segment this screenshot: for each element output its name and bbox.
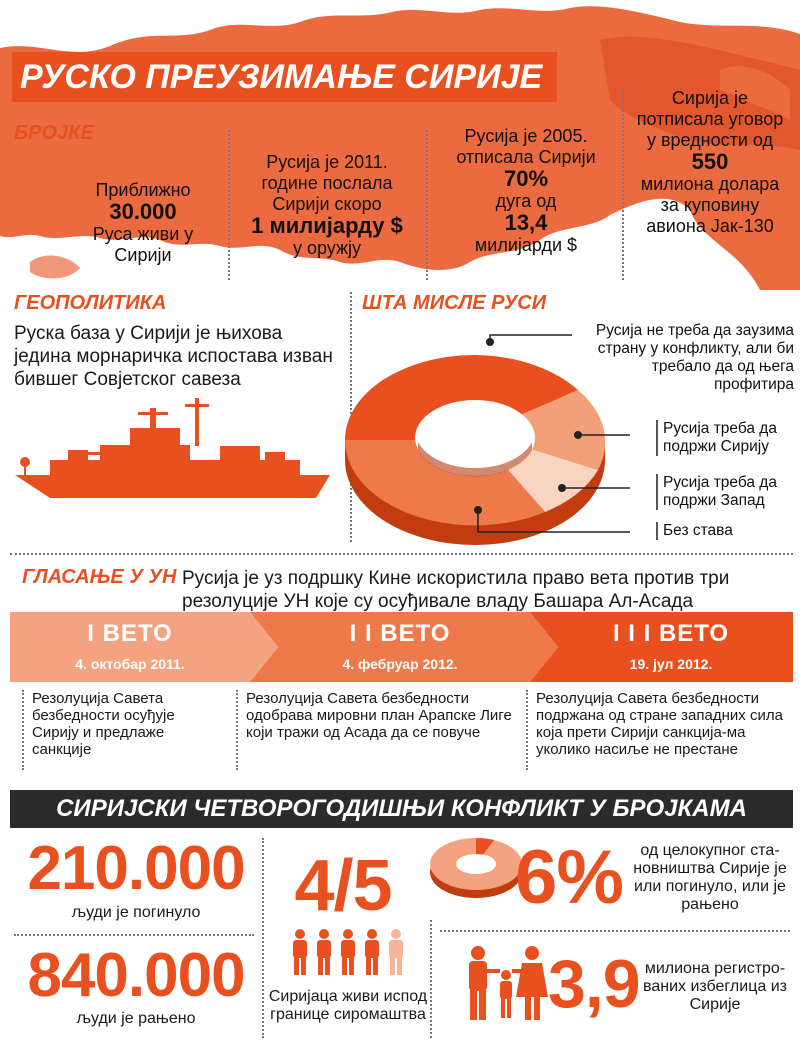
fact-debt-percent: 70% bbox=[503, 166, 549, 191]
fact-aircraft bbox=[630, 88, 790, 237]
fact-debt-pre: Русија је 2005. отписала Сирији bbox=[456, 126, 596, 167]
fact-weapons-value: 1 милијарду $ bbox=[251, 213, 403, 238]
poll-section-label: ШТА МИСЛЕ РУСИ bbox=[362, 292, 547, 314]
killed-caption: људи је погинуло bbox=[71, 904, 201, 921]
fact-debt-amount: 13,4 bbox=[504, 210, 548, 235]
veto-1-title: I ВЕТО bbox=[87, 620, 173, 647]
divider bbox=[526, 690, 528, 770]
divider bbox=[236, 690, 238, 770]
veto-2-desc: Резолуција Савета безбедности одобрава мировни план Арапске Лиге који тражи од Асада да се повуче bbox=[246, 690, 512, 741]
percent-value: 6% bbox=[515, 835, 623, 920]
wounded-value: 840.000 bbox=[27, 941, 245, 1010]
veto-3-date: 19. јул 2012. bbox=[629, 656, 713, 672]
veto-2-title: I I ВЕТО bbox=[349, 620, 451, 647]
people-icons bbox=[288, 928, 408, 978]
fact-debt-mid: дуга од bbox=[495, 191, 557, 211]
poll-label-support-west: Русија треба да подржи Запад bbox=[656, 474, 796, 510]
divider bbox=[10, 553, 793, 555]
fact-weapons-post: у оружју bbox=[292, 238, 362, 258]
veto-1-desc: Резолуција Савета безбедности осуђује Сирију и предлаже санкције bbox=[32, 690, 175, 758]
warship-icon bbox=[10, 390, 340, 510]
divider bbox=[622, 90, 624, 280]
fact-weapons bbox=[238, 152, 416, 259]
veto-2-date: 4. фебруар 2012. bbox=[342, 656, 458, 672]
page-title: РУСКО ПРЕУЗИМАЊЕ СИРИЈЕ bbox=[12, 52, 557, 102]
fact-weapons-pre: Русија је 2011. године послала Сирији скоро bbox=[261, 152, 393, 214]
divider bbox=[426, 130, 428, 280]
fact-debt-post: милијарди $ bbox=[474, 235, 578, 255]
divider bbox=[440, 930, 790, 932]
divider bbox=[14, 934, 254, 936]
un-section-label: ГЛАСАЊЕ У УН bbox=[22, 566, 177, 588]
fact-aircraft-post: милиона долара за куповину авиона Јак-130 bbox=[640, 174, 780, 236]
poll-label-profit: Русија не треба да заузима страну у конфликту, али би требало да од њега профитира bbox=[595, 322, 794, 393]
geo-text: Руска база у Сирији је њихова једина морнаричка испостава изван бившег Совјетског савеза bbox=[14, 323, 333, 390]
fact-debt bbox=[438, 126, 614, 256]
divider bbox=[430, 920, 432, 1038]
veto-3-desc: Резолуција Савета безбедности подржана од стране западних сила која прети Сирији санкција-ма уколико насиље не престане bbox=[536, 690, 783, 758]
divider bbox=[228, 130, 230, 280]
un-text: Русија је уз подршку Кине искористила право вета против три резолуције УН које су осуђивале владу Башара Ал-Асада bbox=[182, 568, 730, 612]
family-icon bbox=[460, 945, 550, 1025]
fact-aircraft-value: 550 bbox=[691, 149, 729, 174]
conflict-title: СИРИЈСКИ ЧЕТВОРОГОДИШЊИ КОНФЛИКТ У БРОЈКАМА bbox=[10, 790, 793, 828]
divider bbox=[22, 690, 24, 770]
numbers-section-label: БРОЈКЕ bbox=[14, 122, 94, 144]
divider bbox=[262, 838, 264, 1038]
fact-russians bbox=[68, 180, 218, 266]
fact-russians-value: 30.000 bbox=[109, 199, 177, 224]
wounded-caption: људи је рањено bbox=[76, 1010, 196, 1027]
poll-label-no-position: Без става bbox=[656, 522, 796, 540]
veto-3-title: I I I ВЕТО bbox=[612, 620, 730, 647]
percent-caption: од целокупног ста-новништва Сирије је или погинуло, или је рањено bbox=[633, 842, 787, 913]
poll-label-support-syria: Русија треба да подржи Сирију bbox=[656, 420, 796, 456]
fact-aircraft-pre: Сирија је потписала уговор у вредности од bbox=[636, 88, 784, 150]
poverty-caption: Сиријаца живи испод границе сиромаштва bbox=[268, 988, 428, 1023]
fact-russians-pre: Приближно bbox=[95, 180, 191, 200]
refugees-value: 3,9 bbox=[548, 946, 640, 1022]
geo-section-label: ГЕОПОЛИТИКА bbox=[14, 292, 167, 314]
refugees-caption: милиона регистро-ваних избеглица из Сирије bbox=[643, 960, 787, 1013]
poverty-value: 4/5 bbox=[294, 846, 392, 926]
killed-value: 210.000 bbox=[27, 834, 245, 903]
fact-russians-post: Руса живи у Сирији bbox=[92, 224, 194, 265]
veto-1-date: 4. октобар 2011. bbox=[75, 656, 185, 672]
